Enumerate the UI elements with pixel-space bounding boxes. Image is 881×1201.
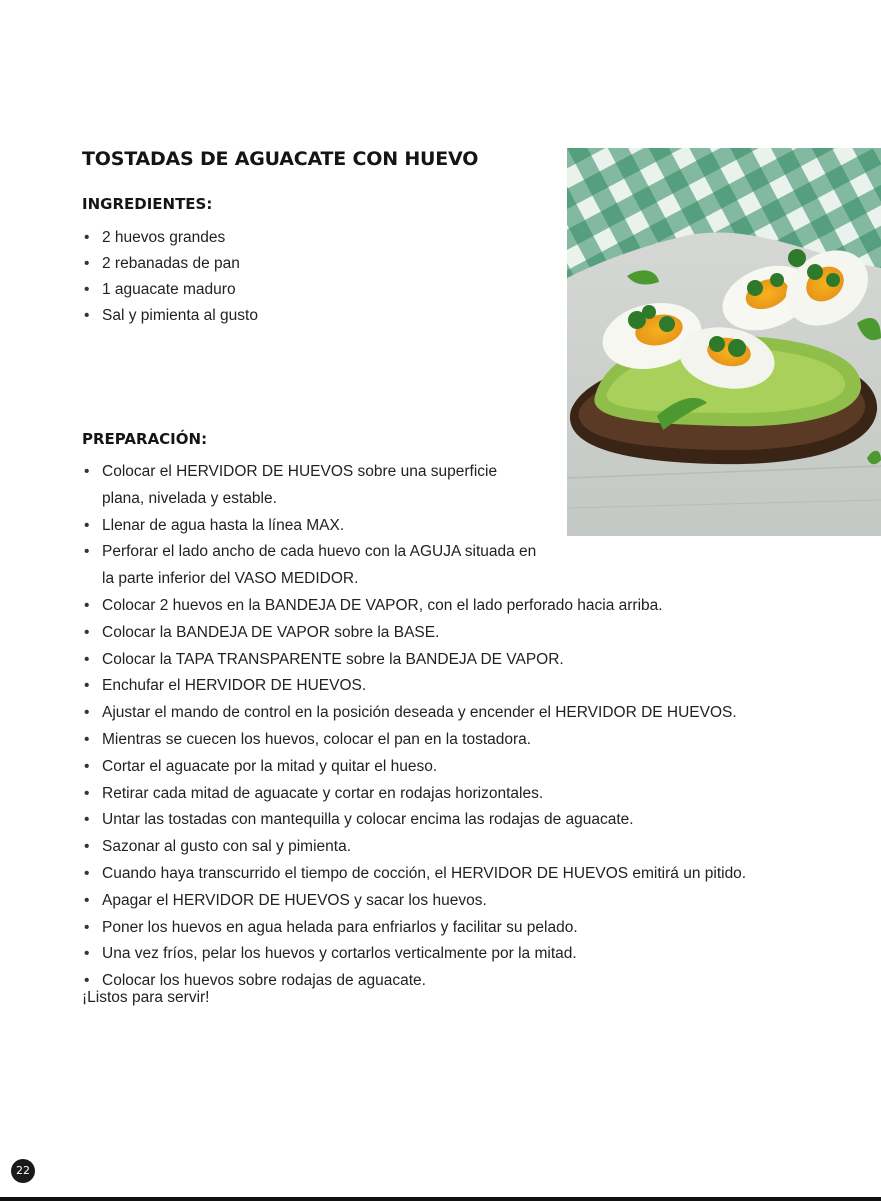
list-item: • 2 huevos grandes [82,225,542,251]
bottom-rule [0,1197,881,1201]
list-item: • Una vez fríos, pelar los huevos y cortarlos verticalmente por la mitad. [82,941,822,968]
list-item: • Colocar el HERVIDOR DE HUEVOS sobre una superficie plana, nivelada y estable. [82,459,542,513]
list-item: • Cuando haya transcurrido el tiempo de cocción, el HERVIDOR DE HUEVOS emitirá un pitido. [82,861,822,888]
preparation-steps [82,459,822,995]
list-item: • Mientras se cuecen los huevos, colocar el pan en la tostadora. [82,727,822,754]
list-item: • Ajustar el mando de control en la posición deseada y encender el HERVIDOR DE HUEVOS. [82,700,822,727]
preparation-heading: PREPARACIÓN: [82,430,208,448]
list-item: • Enchufar el HERVIDOR DE HUEVOS. [82,673,822,700]
list-item: • Colocar 2 huevos en la BANDEJA DE VAPOR, con el lado perforado hacia arriba. [82,593,822,620]
list-item: • 1 aguacate maduro [82,277,542,303]
list-item: • Cortar el aguacate por la mitad y quitar el hueso. [82,754,822,781]
list-item: • Colocar los huevos sobre rodajas de aguacate. [82,968,822,995]
ingredients-list [82,225,542,329]
list-item: • Retirar cada mitad de aguacate y cortar en rodajas horizontales. [82,781,822,808]
list-item: • 2 rebanadas de pan [82,251,542,277]
page-number-badge: 22 [11,1159,35,1183]
list-item: • Colocar la BANDEJA DE VAPOR sobre la BASE. [82,620,822,647]
list-item: • Apagar el HERVIDOR DE HUEVOS y sacar los huevos. [82,888,822,915]
list-item: • Llenar de agua hasta la línea MAX. [82,513,822,540]
recipe-photo [567,148,881,536]
recipe-title: TOSTADAS DE AGUACATE CON HUEVO [82,148,479,170]
list-item: • Poner los huevos en agua helada para enfriarlos y facilitar su pelado. [82,915,822,942]
list-item: • Sazonar al gusto con sal y pimienta. [82,834,822,861]
list-item: • Colocar la TAPA TRANSPARENTE sobre la BANDEJA DE VAPOR. [82,647,822,674]
ingredients-heading: INGREDIENTES: [82,195,213,213]
closing-line: ¡Listos para servir! [82,989,210,1006]
list-item: • Untar las tostadas con mantequilla y colocar encima las rodajas de aguacate. [82,807,822,834]
list-item: • Perforar el lado ancho de cada huevo con la AGUJA situada en la parte inferior del VASO MEDIDOR. [82,539,542,593]
list-item: • Sal y pimienta al gusto [82,303,542,329]
